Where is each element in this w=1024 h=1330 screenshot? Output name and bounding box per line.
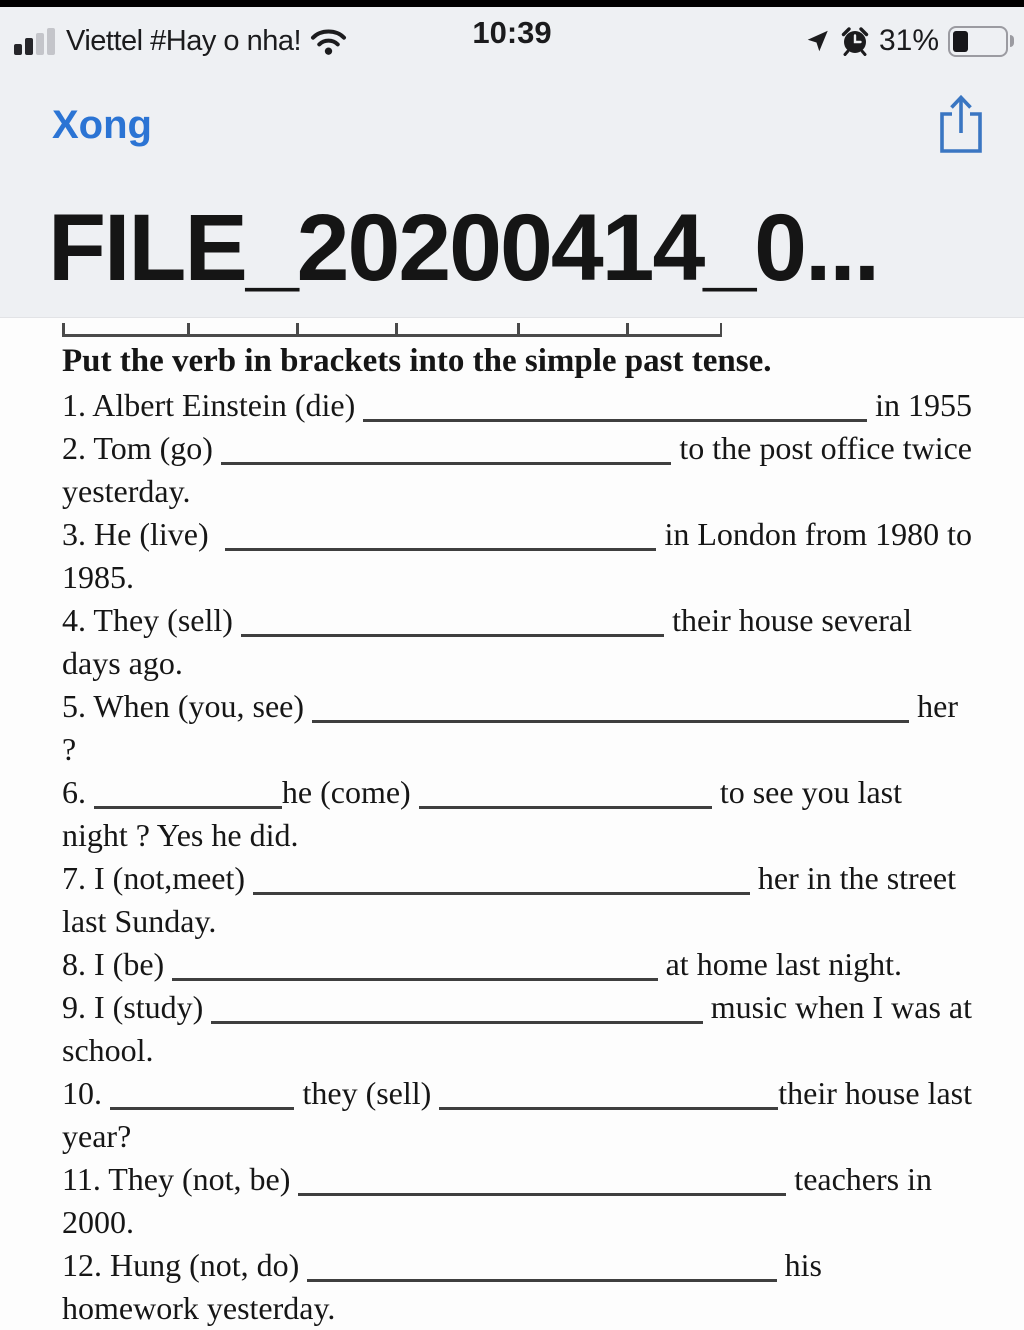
answer-blank xyxy=(211,1021,702,1024)
exercise-text: ? xyxy=(62,731,77,767)
exercise-lines xyxy=(62,384,972,1330)
exercise-line xyxy=(62,728,972,771)
exercise-line xyxy=(62,1158,972,1201)
clock-time: 10:39 xyxy=(472,15,552,50)
exercise-line xyxy=(62,642,972,685)
answer-blank xyxy=(307,1279,776,1282)
exercise-text: school. xyxy=(62,1032,154,1068)
exercise-text: yesterday. xyxy=(62,473,191,509)
exercise-line xyxy=(62,943,972,986)
ruled-line xyxy=(62,323,722,337)
exercise-line xyxy=(62,986,972,1029)
exercise-text: their house last xyxy=(778,1075,972,1111)
exercise-text: homework yesterday. xyxy=(62,1290,336,1326)
wifi-icon xyxy=(310,27,347,56)
answer-blank xyxy=(225,548,657,551)
exercise-line xyxy=(62,513,972,556)
answer-blank xyxy=(172,978,657,981)
header-chrome xyxy=(0,7,1024,318)
exercise-text: 1985. xyxy=(62,559,134,595)
location-arrow-icon xyxy=(805,28,831,54)
alarm-clock-icon xyxy=(840,26,870,56)
exercise-line xyxy=(62,814,972,857)
exercise-text: 6. xyxy=(62,774,94,810)
exercise-text: 10. xyxy=(62,1075,110,1111)
answer-blank xyxy=(363,419,867,422)
document-content xyxy=(0,337,1024,1330)
exercise-text: 8. I (be) xyxy=(62,946,173,982)
exercise-text: he (come) xyxy=(281,774,419,810)
done-button[interactable]: Xong xyxy=(52,102,152,147)
exercise-text: his xyxy=(776,1247,822,1283)
exercise-text: her xyxy=(909,688,958,724)
answer-blank xyxy=(253,892,750,895)
exercise-line xyxy=(62,1029,972,1072)
battery-percent-label: 31% xyxy=(878,24,939,57)
exercise-text: days ago. xyxy=(62,645,183,681)
exercise-text: in London from 1980 to xyxy=(656,516,972,552)
exercise-line xyxy=(62,771,972,814)
exercise-text: 5. When (you, see) xyxy=(62,688,312,724)
exercise-text: her in the street xyxy=(749,860,956,896)
answer-blank xyxy=(312,720,909,723)
exercise-line xyxy=(62,1287,972,1330)
exercise-text: 2000. xyxy=(62,1204,134,1240)
exercise-line xyxy=(62,1244,972,1287)
exercise-text: music when I was at xyxy=(702,989,972,1025)
exercise-line xyxy=(62,384,972,427)
answer-blank xyxy=(241,634,664,637)
carrier-label: Viettel #Hay o nha! xyxy=(66,24,302,57)
exercise-text: 1. Albert Einstein (die) xyxy=(62,387,364,423)
exercise-text: to the post office twice xyxy=(671,430,972,466)
exercise-text: 4. They (sell) xyxy=(62,602,241,638)
share-button[interactable] xyxy=(930,93,992,157)
answer-blank xyxy=(439,1107,778,1110)
battery-icon xyxy=(948,26,1008,57)
exercise-line xyxy=(62,900,972,943)
exercise-text: 12. Hung (not, do) xyxy=(62,1247,308,1283)
exercise-line xyxy=(62,1115,972,1158)
exercise-text: 3. He (live) xyxy=(62,516,225,552)
exercise-text: year? xyxy=(62,1118,132,1154)
share-icon xyxy=(930,93,992,157)
exercise-line xyxy=(62,1072,972,1115)
exercise-text: they (sell) xyxy=(294,1075,440,1111)
exercise-line xyxy=(62,685,972,728)
exercise-line xyxy=(62,556,972,599)
screen-top-strip xyxy=(0,0,1024,7)
answer-blank xyxy=(298,1193,786,1196)
status-bar xyxy=(0,7,1024,69)
exercise-text: in 1955 xyxy=(867,387,972,423)
answer-blank xyxy=(94,806,282,809)
exercise-text: their house several xyxy=(664,602,912,638)
exercise-text: at home last night. xyxy=(657,946,902,982)
exercise-line xyxy=(62,427,972,470)
exercise-line xyxy=(62,599,972,642)
exercise-text: 7. I (not,meet) xyxy=(62,860,254,896)
exercise-text: 11. They (not, be) xyxy=(62,1161,299,1197)
nav-bar xyxy=(0,91,1024,159)
answer-blank xyxy=(419,806,712,809)
exercise-text: night ? Yes he did. xyxy=(62,817,299,853)
file-title: FILE_20200414_0... xyxy=(48,199,879,299)
exercise-line xyxy=(62,470,972,513)
exercise-text: 2. Tom (go) xyxy=(62,430,221,466)
exercise-line xyxy=(62,1201,972,1244)
exercise-text: teachers in xyxy=(786,1161,932,1197)
exercise-text: 9. I (study) xyxy=(62,989,212,1025)
exercise-line xyxy=(62,857,972,900)
answer-blank xyxy=(221,462,671,465)
exercise-text: last Sunday. xyxy=(62,903,217,939)
answer-blank xyxy=(110,1107,294,1110)
signal-strength-icon xyxy=(14,28,55,55)
exercise-heading: Put the verb in brackets into the simple past tense. xyxy=(62,343,772,379)
exercise-text: to see you last xyxy=(711,774,902,810)
